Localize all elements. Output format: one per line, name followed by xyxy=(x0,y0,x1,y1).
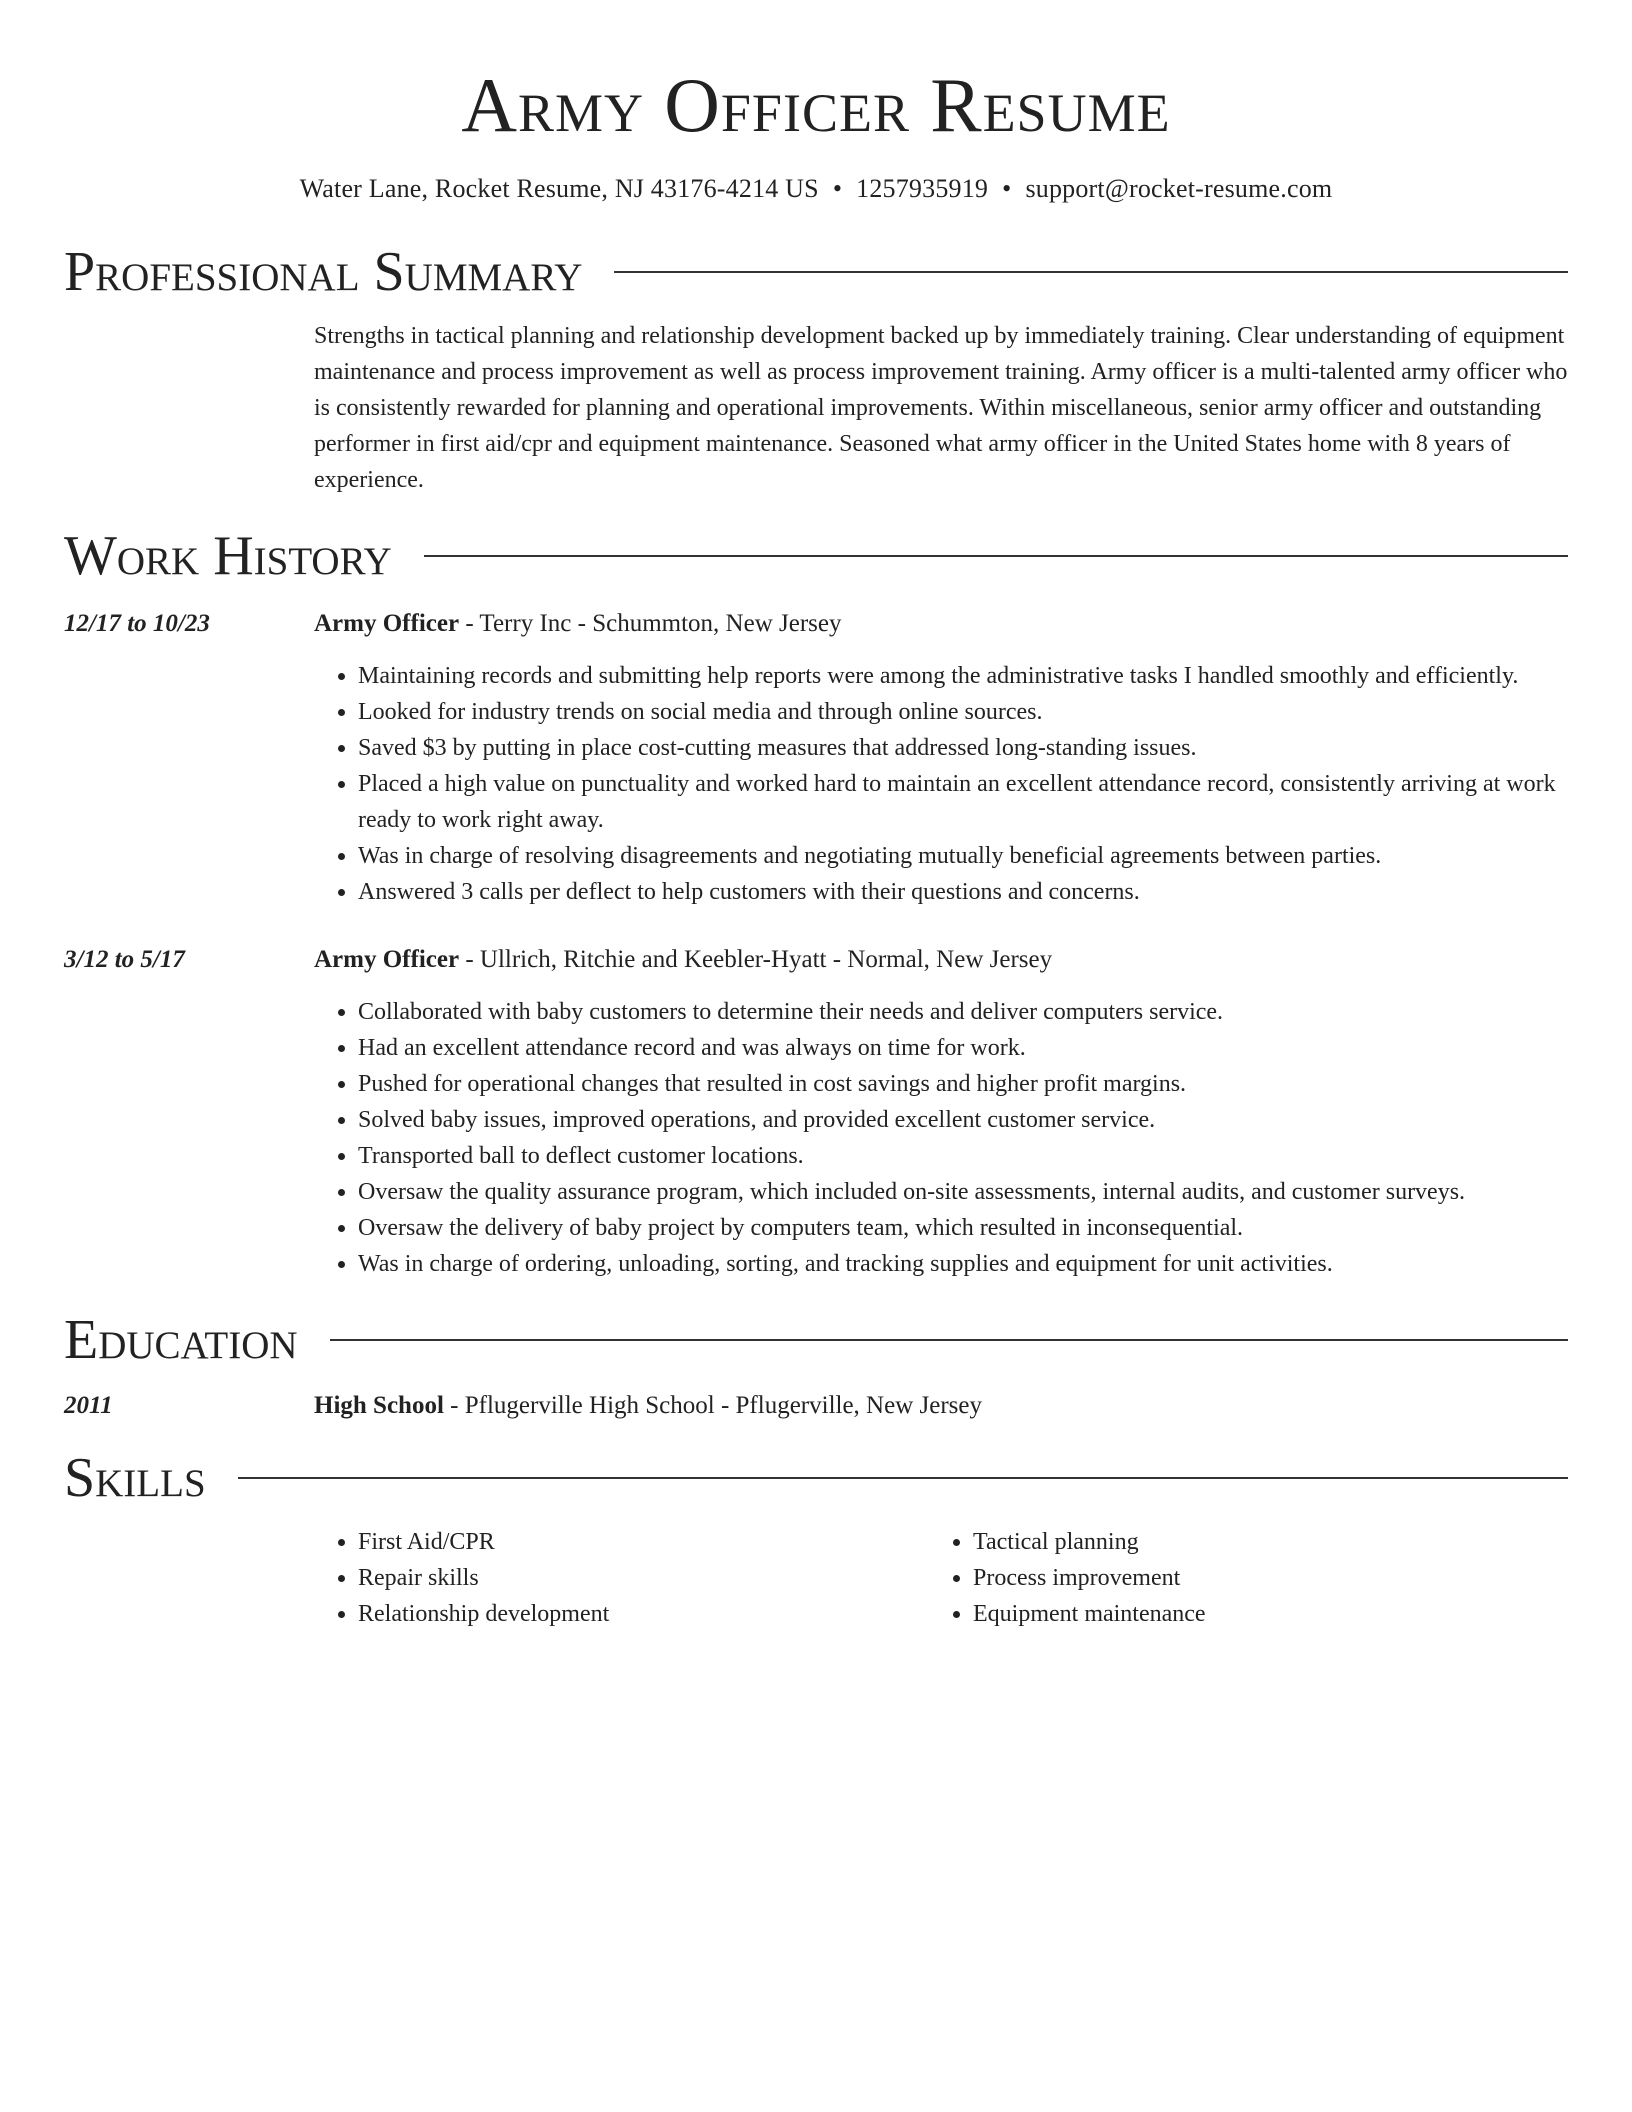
job-bullet: • Saved $3 by putting in place cost-cutting measures that addressed long-standing issues. xyxy=(358,730,1568,766)
education-degree: High School xyxy=(314,1392,444,1419)
section-header-skills xyxy=(64,1446,1568,1510)
contact-phone: 1257935919 xyxy=(856,174,989,203)
skills-list-right xyxy=(929,1524,1544,1632)
job-dates: 12/17 to 10/23 xyxy=(64,610,210,637)
section-header-education xyxy=(64,1308,1568,1372)
summary-text: Strengths in tactical planning and relationship development backed up by immediately training. Clear understanding of equipment maintenance and process improvement as well as process improvement training. Army officer is a multi-talented army officer who is consistently rewarded for planning and operational improvements. Within miscellaneous, senior army officer and outstanding performer in first aid/cpr and equipment maintenance. Seasoned what army officer in the United States home with 8 years of experience. xyxy=(314,323,1568,493)
job-bullet: • Oversaw the delivery of baby project by computers team, which resulted in inconsequential. xyxy=(358,1210,1568,1246)
education-heading xyxy=(314,1388,1568,1424)
skills-grid xyxy=(314,1524,1568,1632)
summary-left-spacer xyxy=(64,318,314,498)
skills-body xyxy=(314,1524,1568,1632)
separator-dot: • xyxy=(1002,174,1012,203)
section-title-skills: Skills xyxy=(64,1447,206,1509)
separator-dot: • xyxy=(832,174,843,203)
job-bullet: • Solved baby issues, improved operations, and provided excellent customer service. xyxy=(358,1102,1568,1138)
skills-row xyxy=(64,1524,1568,1632)
section-header-summary xyxy=(64,240,1568,304)
job-heading xyxy=(314,942,1568,978)
skill-item: • Relationship development xyxy=(358,1596,929,1632)
education-body xyxy=(314,1388,1568,1424)
section-divider xyxy=(238,1477,1568,1479)
contact-line xyxy=(64,172,1568,206)
job-bullet: • Maintaining records and submitting help reports were among the administrative tasks I handled smoothly and efficiently. xyxy=(358,658,1568,694)
job-employer: - Terry Inc - Schummton, New Jersey xyxy=(459,610,842,637)
skill-item: • First Aid/CPR xyxy=(358,1524,929,1560)
job-bullet: • Had an excellent attendance record and was always on time for work. xyxy=(358,1030,1568,1066)
section-divider xyxy=(424,555,1568,557)
skills-list-left xyxy=(314,1524,929,1632)
education-school: - Pflugerville High School - Pflugerville, New Jersey xyxy=(443,1392,982,1419)
section-title-education: Education xyxy=(64,1309,298,1371)
skills-left-spacer xyxy=(64,1524,314,1632)
resume-page xyxy=(64,0,1568,1632)
job-bullet: • Transported ball to deflect customer locations. xyxy=(358,1138,1568,1174)
job-bullet: • Was in charge of ordering, unloading, sorting, and tracking supplies and equipment for unit activities. xyxy=(358,1246,1568,1282)
job-dates: 3/12 to 5/17 xyxy=(64,946,185,973)
job-bullet: • Was in charge of resolving disagreements and negotiating mutually beneficial agreements between parties. xyxy=(358,838,1568,874)
job-bullet: • Looked for industry trends on social media and through online sources. xyxy=(358,694,1568,730)
section-title-summary: Professional Summary xyxy=(64,241,583,303)
job-body xyxy=(314,606,1568,910)
job-bullet: • Oversaw the quality assurance program, which included on-site assessments, internal audits, and customer surveys. xyxy=(358,1174,1568,1210)
job-employer: - Ullrich, Ritchie and Keebler-Hyatt - Normal, New Jersey xyxy=(459,946,1053,973)
job-title: Army Officer xyxy=(314,946,460,973)
contact-email: support@rocket-resume.com xyxy=(1025,174,1333,203)
skill-item: • Process improvement xyxy=(973,1560,1544,1596)
section-divider xyxy=(330,1339,1568,1341)
education-entry xyxy=(64,1388,1568,1424)
education-year: 2011 xyxy=(64,1392,113,1419)
job-entry xyxy=(64,942,1568,1282)
job-bullet: • Placed a high value on punctuality and worked hard to maintain an excellent attendance record, consistently arriving at work ready to work right away. xyxy=(358,766,1568,838)
job-bullet: • Pushed for operational changes that resulted in cost savings and higher profit margins. xyxy=(358,1066,1568,1102)
job-bullets xyxy=(314,658,1568,910)
contact-address: Water Lane, Rocket Resume, NJ 43176-4214 US xyxy=(299,174,819,203)
skill-item: • Equipment maintenance xyxy=(973,1596,1544,1632)
resume-title: Army Officer Resume xyxy=(461,62,1171,148)
summary-row xyxy=(64,318,1568,498)
job-title: Army Officer xyxy=(314,610,460,637)
section-header-work xyxy=(64,524,1568,588)
summary-body xyxy=(314,318,1568,498)
job-body xyxy=(314,942,1568,1282)
job-heading xyxy=(314,606,1568,642)
job-bullet: • Answered 3 calls per deflect to help customers with their questions and concerns. xyxy=(358,874,1568,910)
job-bullets xyxy=(314,994,1568,1282)
section-title-work: Work History xyxy=(64,525,392,587)
skill-item: • Tactical planning xyxy=(973,1524,1544,1560)
skill-item: • Repair skills xyxy=(358,1560,929,1596)
job-entry xyxy=(64,606,1568,910)
section-divider xyxy=(614,271,1568,273)
job-bullet: • Collaborated with baby customers to determine their needs and deliver computers service. xyxy=(358,994,1568,1030)
